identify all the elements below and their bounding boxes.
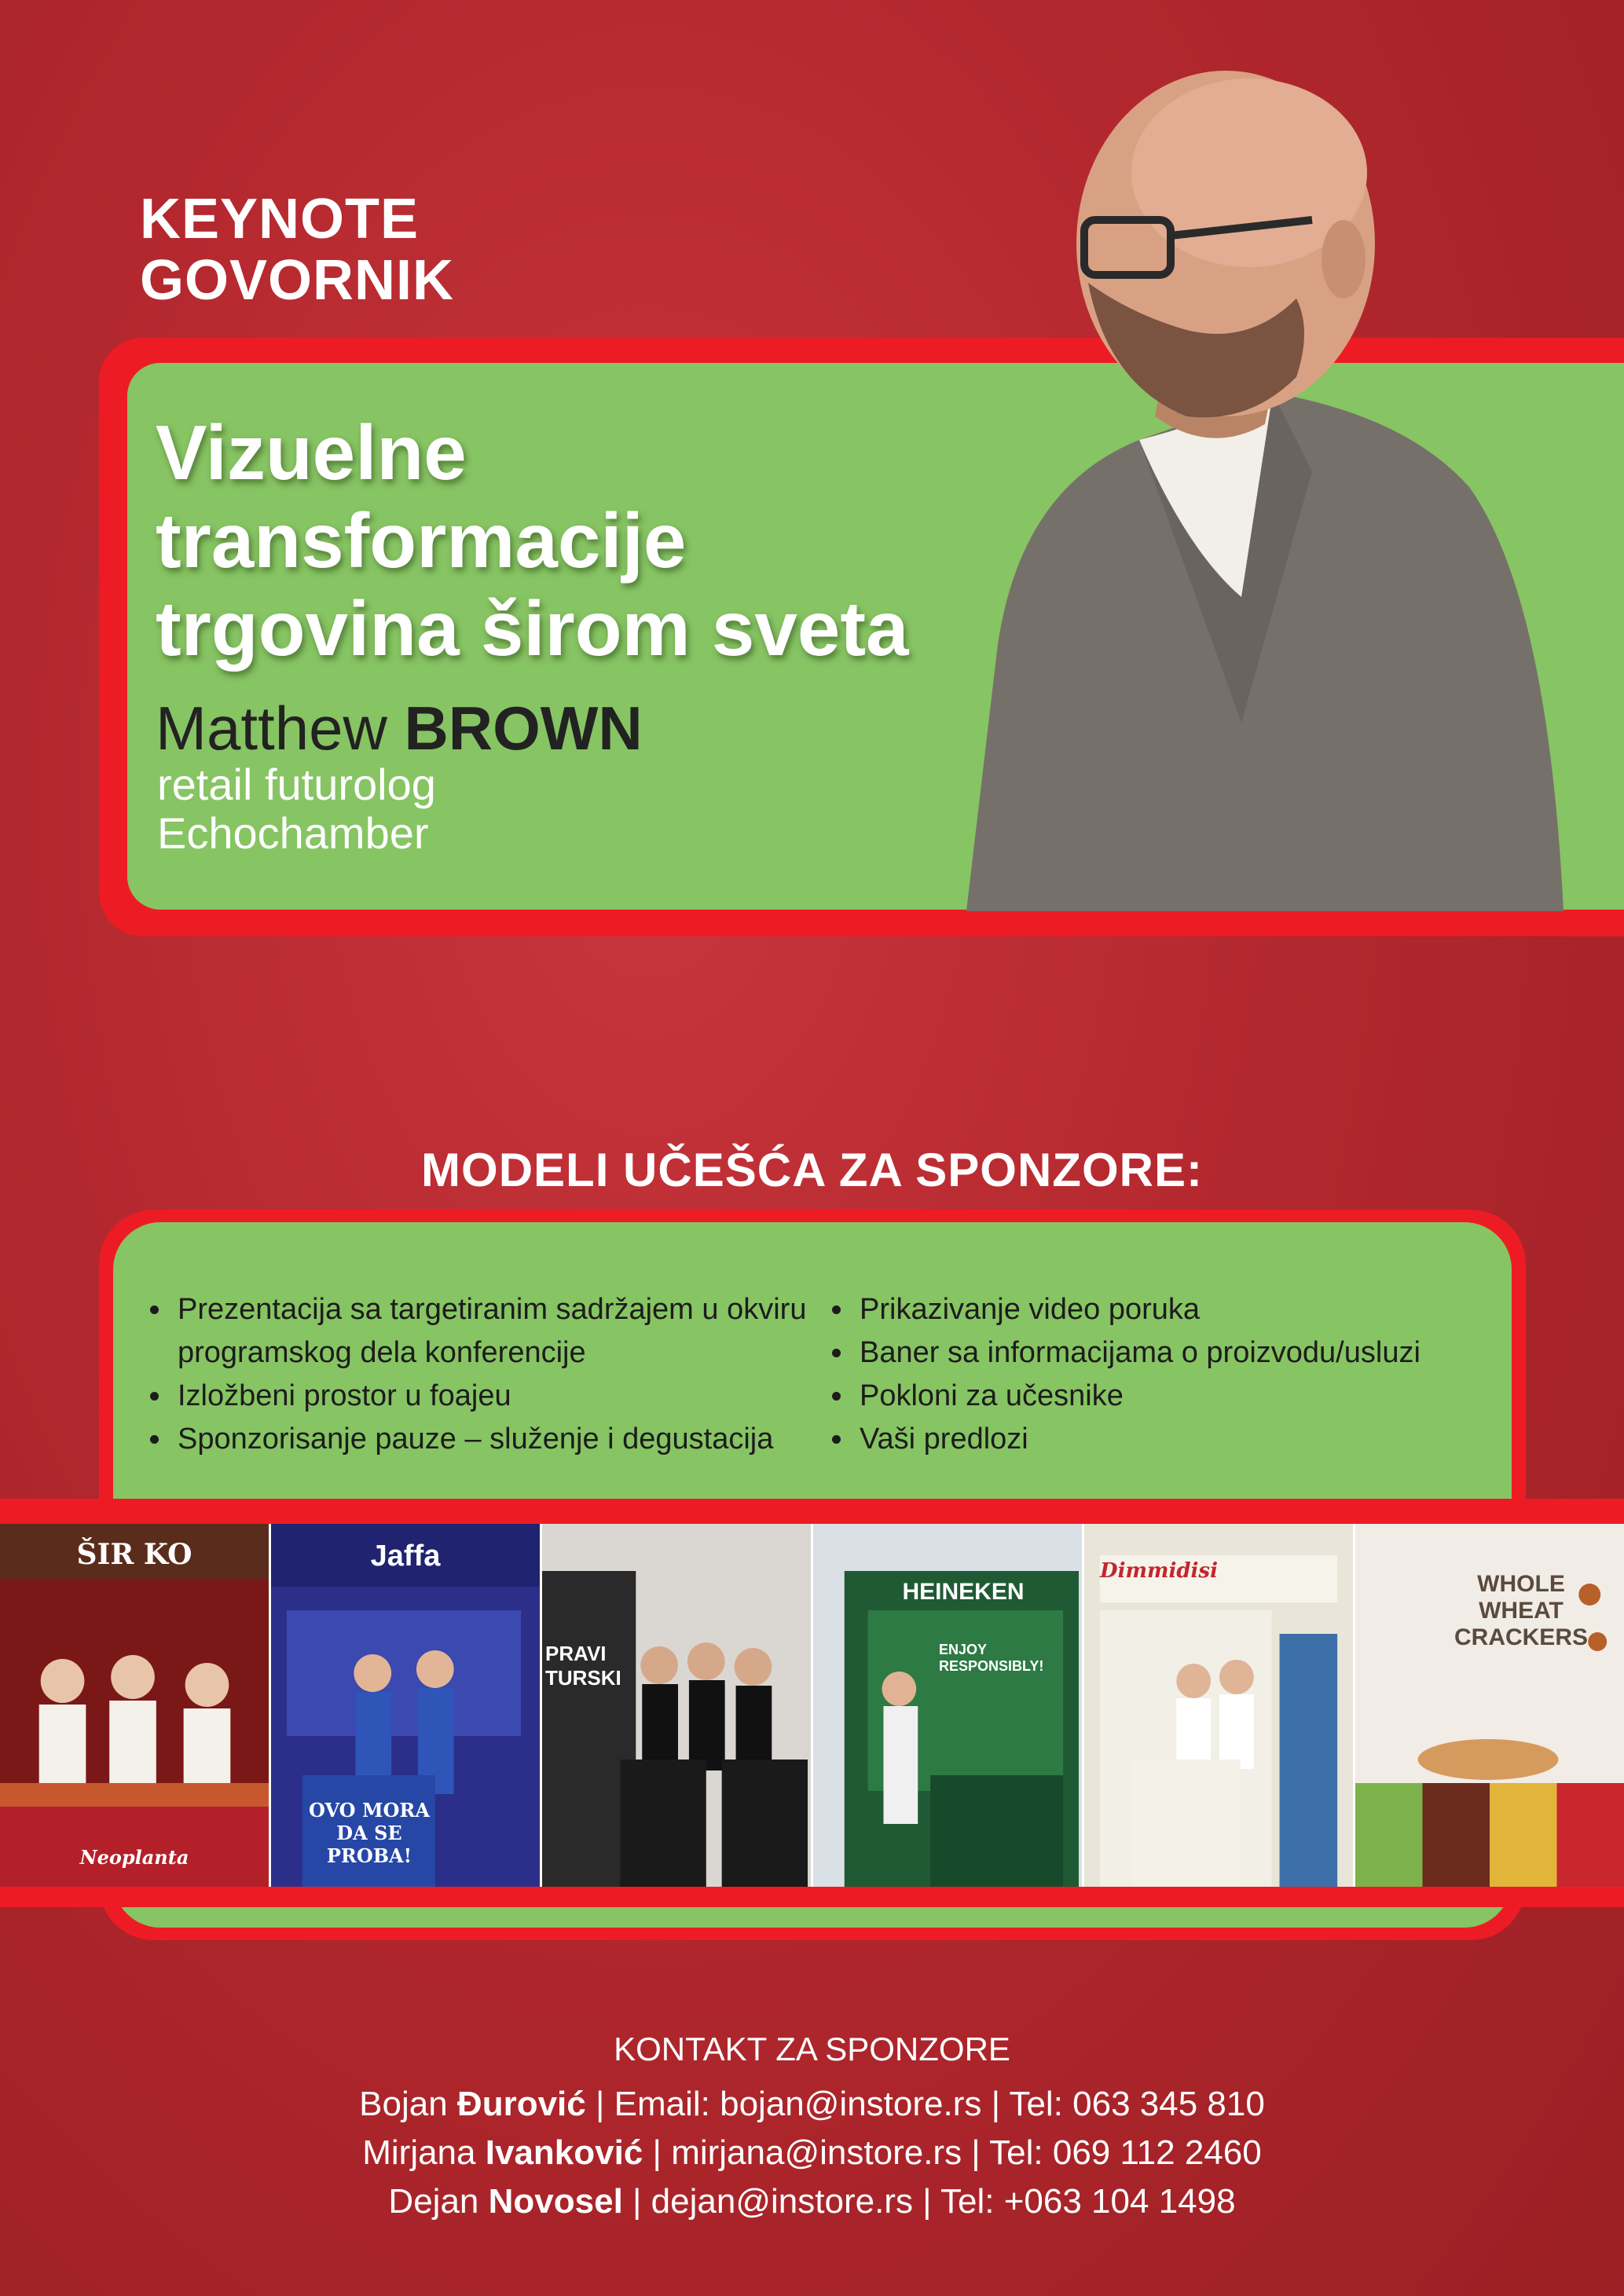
contact-row — [0, 2129, 1624, 2177]
sponsors-list-right — [823, 1288, 1499, 1461]
list-item: • Prezentacija sa targetiranim sadržajem u okviru programskog dela konferencije — [173, 1288, 817, 1375]
contact-first-name: Mirjana — [362, 2133, 476, 2172]
contact-title: KONTAKT ZA SPONZORE — [614, 2031, 1010, 2067]
photo-2-sign: Jaffa — [370, 1540, 441, 1573]
contact-details: | dejan@instore.rs | Tel: +063 104 1498 — [622, 2182, 1236, 2221]
photo-5-sign: Dimmidisi — [1100, 1559, 1218, 1583]
list-item: • Baner sa informacijama o proizvodu/usluzi — [855, 1331, 1499, 1375]
keynote-title-line3: trgovina širom sveta — [156, 585, 909, 672]
photo-1-sign: ŠIR KO — [76, 1538, 192, 1571]
keynote-title-line2: transformacije — [156, 497, 687, 584]
sponsor-photo-6 — [1355, 1524, 1624, 1887]
sponsor-photo-5 — [1084, 1524, 1355, 1887]
keynote-title-line1: Vizuelne — [156, 409, 467, 496]
contact-first-name: Dejan — [388, 2182, 479, 2221]
sponsors-list-left — [141, 1288, 817, 1461]
sponsor-photo-2 — [271, 1524, 542, 1887]
speaker-photo — [904, 47, 1595, 911]
list-item: • Prikazivanje video poruka — [855, 1288, 1499, 1331]
keynote-label-line2: GOVORNIK — [140, 249, 455, 312]
sponsor-photo-1 — [0, 1524, 271, 1887]
photo-6-sign: WHOLE WHEAT CRACKERS — [1454, 1571, 1588, 1650]
speaker-role: retail futurolog — [157, 760, 436, 809]
sponsor-photos-strip — [0, 1524, 1624, 1887]
sponsor-photo-4 — [813, 1524, 1084, 1887]
contact-section — [0, 2027, 1624, 2226]
keynote-label — [140, 189, 454, 311]
keynote-title — [156, 408, 1004, 672]
list-item: • Vaši predlozi — [855, 1418, 1499, 1461]
list-item: • Sponzorisanje pauze – služenje i degustacija — [173, 1418, 817, 1461]
sponsors-heading: MODELI UČEŠĆA ZA SPONZORE: — [421, 1144, 1203, 1196]
speaker-details — [157, 760, 436, 858]
photo-2-caption: OVO MORA DA SE PROBA! — [309, 1799, 430, 1867]
contact-last-name: Novosel — [488, 2182, 623, 2221]
photo-4-caption: ENJOY RESPONSIBLY! — [939, 1642, 1044, 1674]
speaker-first-name: Matthew — [156, 694, 387, 763]
photo-3-sign: PRAVI TURSKI — [545, 1642, 621, 1690]
speaker-last-name: BROWN — [404, 694, 643, 763]
contact-last-name: Đurović — [456, 2085, 586, 2123]
list-item: • Izložbeni prostor u foajeu — [173, 1375, 817, 1418]
contact-details: | mirjana@instore.rs | Tel: 069 112 2460 — [643, 2133, 1262, 2172]
contact-details: | Email: bojan@instore.rs | Tel: 063 345 810 — [585, 2085, 1265, 2123]
photo-1-caption: Neoplanta — [79, 1846, 189, 1869]
contact-row — [0, 2080, 1624, 2129]
speaker-company: Echochamber — [157, 808, 429, 858]
speaker-name — [156, 693, 643, 764]
photo-4-sign: HEINEKEN — [902, 1579, 1025, 1605]
sponsor-photo-3 — [542, 1524, 813, 1887]
contact-row — [0, 2177, 1624, 2226]
contact-first-name: Bojan — [359, 2085, 448, 2123]
contact-last-name: Ivanković — [485, 2133, 643, 2172]
keynote-label-line1: KEYNOTE — [140, 188, 420, 251]
list-item: • Pokloni za učesnike — [855, 1375, 1499, 1418]
